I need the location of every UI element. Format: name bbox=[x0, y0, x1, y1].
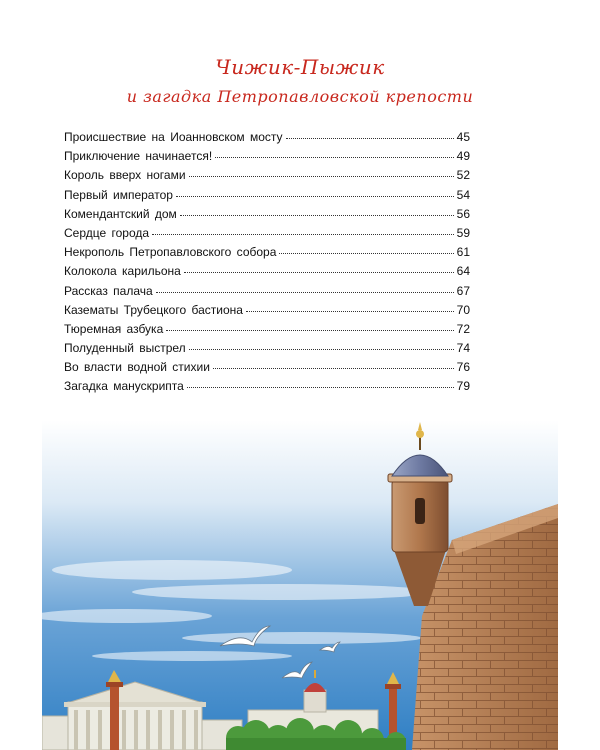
toc-entry-page: 74 bbox=[456, 341, 470, 356]
toc-entry-page: 64 bbox=[456, 264, 470, 279]
toc-entry-title: Комендантский дом bbox=[64, 206, 177, 221]
toc-entry-page: 52 bbox=[456, 168, 470, 183]
book-title bbox=[0, 52, 600, 112]
toc-entry-page: 54 bbox=[456, 187, 470, 202]
toc-entry-title: Полуденный выстрел bbox=[64, 341, 186, 356]
toc-entry-title: Тюремная азбука bbox=[64, 321, 164, 336]
toc-entry[interactable] bbox=[64, 264, 470, 283]
toc-leader-dots bbox=[189, 348, 454, 350]
toc-entry-page: 49 bbox=[456, 149, 470, 164]
toc-entry[interactable] bbox=[64, 149, 470, 168]
toc-entry-title: Король вверх ногами bbox=[64, 168, 186, 183]
toc-entry-title: Загадка манускрипта bbox=[64, 379, 184, 394]
toc-leader-dots bbox=[156, 291, 454, 293]
illustration-canvas bbox=[42, 420, 558, 750]
toc-leader-dots bbox=[213, 367, 454, 369]
toc-entry[interactable] bbox=[64, 341, 470, 360]
toc-entry-page: 72 bbox=[456, 321, 470, 336]
toc-entry[interactable] bbox=[64, 322, 470, 341]
toc-leader-dots bbox=[152, 233, 454, 235]
fortress-illustration bbox=[42, 420, 558, 750]
toc-leader-dots bbox=[184, 271, 454, 273]
toc-entry-title: Рассказ палача bbox=[64, 283, 153, 298]
toc-entry[interactable] bbox=[64, 284, 470, 303]
toc-leader-dots bbox=[166, 329, 453, 331]
toc-entry-page: 76 bbox=[456, 360, 470, 375]
title-line-1: Чижик-Пыжик bbox=[215, 55, 385, 79]
toc-entry-page: 79 bbox=[456, 379, 470, 394]
toc-entry-page: 59 bbox=[456, 225, 470, 240]
toc-entry-title: Во власти водной стихии bbox=[64, 360, 210, 375]
toc-entry-title: Приключение начинается! bbox=[64, 149, 213, 164]
toc-entry-title: Сердце города bbox=[64, 225, 150, 240]
toc-leader-dots bbox=[187, 386, 454, 388]
toc-entry-title: Казематы Трубецкого бастиона bbox=[64, 302, 243, 317]
toc-leader-dots bbox=[215, 156, 453, 158]
title-line-2: и загадка Петропавловской крепости bbox=[126, 87, 474, 106]
toc-entry-page: 61 bbox=[456, 245, 470, 260]
toc-entry-title: Происшествие на Иоанновском мосту bbox=[64, 130, 283, 144]
toc-entry[interactable] bbox=[64, 245, 470, 264]
toc-entry[interactable] bbox=[64, 303, 470, 322]
toc-leader-dots bbox=[180, 214, 454, 216]
toc-entry-page: 45 bbox=[456, 130, 470, 144]
toc-entry-page: 56 bbox=[456, 206, 470, 221]
toc-entry-title: Колокола карильона bbox=[64, 264, 181, 279]
toc-leader-dots bbox=[246, 310, 454, 312]
toc-leader-dots bbox=[286, 137, 454, 139]
toc-entry-title: Первый император bbox=[64, 187, 173, 202]
toc-leader-dots bbox=[279, 252, 453, 254]
toc-entry[interactable] bbox=[64, 379, 470, 398]
toc-entry[interactable] bbox=[64, 130, 470, 149]
toc-entry[interactable] bbox=[64, 168, 470, 187]
toc-entry[interactable] bbox=[64, 226, 470, 245]
toc-leader-dots bbox=[176, 195, 454, 197]
toc-entry[interactable] bbox=[64, 360, 470, 379]
toc-entry[interactable] bbox=[64, 207, 470, 226]
toc-leader-dots bbox=[189, 175, 454, 177]
toc-entry[interactable] bbox=[64, 188, 470, 207]
toc-entry-title: Некрополь Петропавловского собора bbox=[64, 245, 277, 260]
table-of-contents bbox=[64, 130, 470, 399]
toc-entry-page: 70 bbox=[456, 302, 470, 317]
toc-entry-page: 67 bbox=[456, 283, 470, 298]
